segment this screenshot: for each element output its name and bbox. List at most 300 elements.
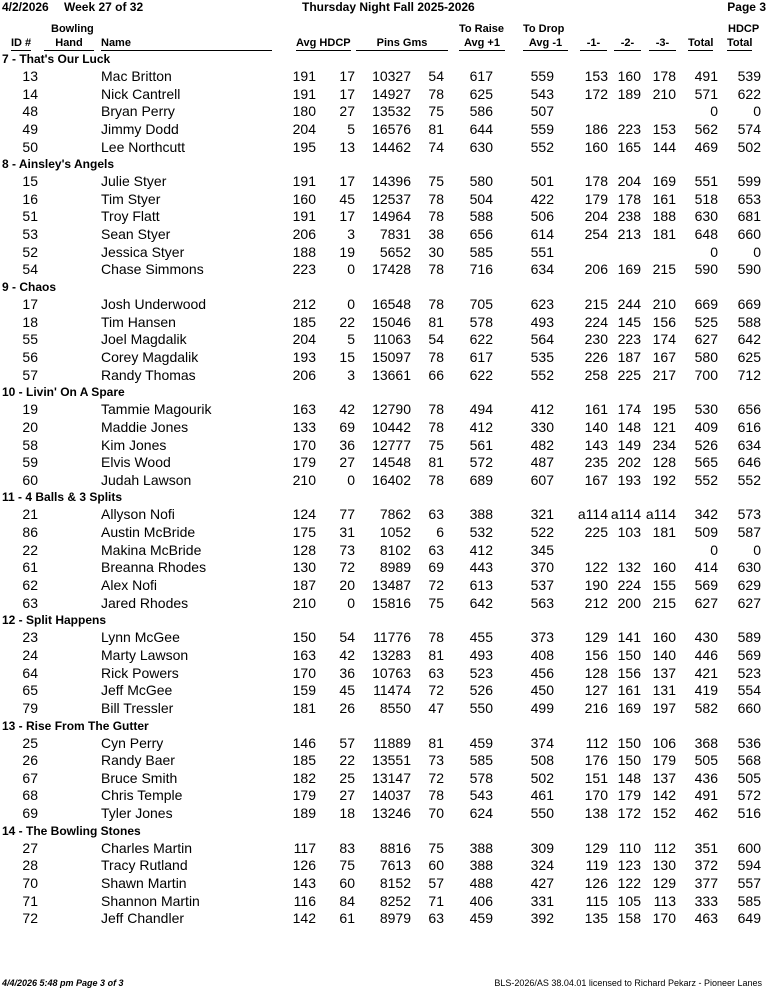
bowler-name: Jeff McGee [101,682,173,699]
bowler-name: Elvis Wood [101,454,171,471]
bowler-pins: 7831 [379,226,411,243]
bowler-games: 78 [428,401,444,418]
bowler-pins: 12777 [372,436,411,453]
game1-score: 167 [584,471,608,488]
bowler-id: 18 [22,313,38,330]
col-game1: -1- [580,37,607,51]
game2-score: 189 [617,85,641,102]
game2-score: 103 [617,524,641,541]
to-drop-value: 563 [530,594,554,611]
handicap-total: 642 [737,331,761,348]
to-raise-value: 585 [469,752,493,769]
bowler-average: 163 [292,401,316,418]
handicap-total: 622 [737,85,761,102]
game2-score: 224 [617,577,641,594]
bowler-handicap: 77 [339,506,355,523]
bowler-handicap: 27 [339,103,355,120]
game3-score: 106 [652,734,676,751]
game3-score: 142 [652,787,676,804]
bowler-games: 57 [428,874,444,891]
bowler-id: 64 [22,664,38,681]
bowler-name: Jessica Styer [101,243,185,260]
game1-score: 186 [584,120,608,137]
handicap-total: 505 [737,769,761,786]
bowler-games: 81 [428,120,444,137]
bowler-pins: 12790 [372,401,411,418]
game1-score: a114 [577,506,608,523]
bowler-average: 117 [293,839,316,856]
bowler-name: Bill Tressler [101,699,174,716]
bowler-id: 60 [22,471,38,488]
series-total: 414 [694,559,718,576]
to-raise-value: 580 [469,173,493,190]
game2-score: 193 [617,471,641,488]
bowler-average: 191 [292,173,316,190]
bowler-pins: 13283 [372,646,411,663]
bowler-name: Joel Magdalik [101,331,187,348]
game3-score: 169 [652,173,676,190]
to-drop-value: 501 [530,173,554,190]
bowler-id: 27 [22,839,38,856]
game3-score: 234 [652,436,676,453]
to-raise-value: 543 [469,787,493,804]
to-raise-value: 412 [469,541,493,558]
game1-score: 216 [584,699,608,716]
bowler-average: 182 [292,769,316,786]
to-drop-value: 506 [530,208,554,225]
handicap-total: 669 [737,296,761,313]
bowler-pins: 10327 [372,68,411,84]
bowler-average: 195 [292,138,316,155]
bowler-name: Kim Jones [101,436,167,453]
bowler-pins: 16548 [372,296,411,313]
game3-score: 112 [653,839,676,856]
bowler-id: 50 [22,138,38,155]
bowler-pins: 8979 [379,910,411,927]
game3-score: 160 [652,559,676,576]
bowler-handicap: 36 [339,664,355,681]
series-total: 0 [710,243,718,260]
handicap-total: 536 [737,734,761,751]
game2-score: 165 [617,138,641,155]
game1-score: 122 [584,559,608,576]
to-drop-value: 551 [530,243,554,260]
game1-score: 190 [584,577,608,594]
series-total: 509 [694,524,718,541]
game3-score: 174 [652,331,676,348]
bowler-pins: 14462 [372,138,411,155]
game3-score: 195 [652,401,676,418]
game1-score: 170 [584,787,608,804]
to-drop-value: 623 [530,296,554,313]
game3-score: 210 [652,296,676,313]
game1-score: 129 [584,629,608,646]
col-to-raise: Avg +1 [459,37,505,51]
to-raise-value: 388 [469,839,493,856]
game2-score: a114 [610,506,641,523]
bowler-id: 26 [22,752,38,769]
to-drop-value: 499 [530,699,554,716]
game1-score: 178 [584,173,608,190]
bowler-name: Randy Thomas [101,366,196,383]
bowler-average: 124 [292,506,316,523]
bowler-id: 65 [22,682,38,699]
bowler-pins: 1052 [379,524,411,541]
col-hdcp-total: Total [727,37,753,49]
bowler-average: 146 [292,734,316,751]
team-header: 9 - Chaos [2,280,57,295]
to-raise-value: 455 [469,629,493,646]
series-total: 377 [694,874,718,891]
series-total: 648 [694,226,718,243]
to-drop-value: 552 [530,138,554,155]
to-drop-value: 493 [530,313,554,330]
bowler-id: 53 [22,226,38,243]
handicap-total: 539 [737,68,761,84]
bowler-id: 57 [22,366,38,383]
bowler-row [0,752,768,770]
to-drop-value: 487 [530,454,554,471]
game3-score: 178 [652,68,676,84]
series-total: 562 [694,120,718,137]
game3-score: 113 [653,892,676,909]
bowler-row [0,419,768,437]
bowler-pins: 14396 [372,173,411,190]
bowler-handicap: 5 [347,331,355,348]
bowler-handicap: 61 [339,910,355,927]
bowler-id: 69 [22,805,38,822]
to-raise-value: 493 [469,646,493,663]
handicap-total: 587 [737,524,761,541]
handicap-total: 660 [737,699,761,716]
bowler-games: 72 [428,682,444,699]
to-drop-value: 422 [530,190,554,207]
game1-score: 176 [584,752,608,769]
bowler-row [0,226,768,244]
game2-score: 187 [617,348,641,365]
to-drop-value: 331 [530,892,554,909]
bowler-average: 223 [292,261,316,278]
bowler-average: 181 [292,699,316,716]
to-drop-value: 559 [530,120,554,137]
bowler-average: 187 [292,577,316,594]
bowler-average: 191 [292,68,316,84]
bowler-name: Julie Styer [101,173,167,190]
bowler-games: 75 [428,594,444,611]
bowler-average: 180 [292,103,316,120]
bowler-row [0,682,768,700]
bowler-handicap: 19 [339,243,355,260]
bowler-id: 14 [22,85,38,102]
to-raise-value: 622 [469,331,493,348]
bowler-games: 74 [428,138,444,155]
handicap-total: 0 [753,103,761,120]
game1-score: 161 [584,401,608,418]
bowler-pins: 10763 [372,664,411,681]
bowler-id: 56 [22,348,38,365]
game3-score: 188 [652,208,676,225]
bowler-games: 63 [428,910,444,927]
to-drop-value: 373 [530,629,554,646]
bowler-row [0,314,768,332]
bowler-row [0,577,768,595]
game2-score: 225 [617,366,641,383]
bowler-average: 206 [292,226,316,243]
bowler-name: Jared Rhodes [101,594,189,611]
handicap-total: 554 [737,682,761,699]
col-avg-hdcp: Avg HDCP [296,37,351,49]
to-raise-value: 532 [469,524,493,541]
bowler-average: 210 [292,594,316,611]
bowler-handicap: 45 [339,682,355,699]
bowler-pins: 8252 [379,892,411,909]
bowler-games: 78 [428,418,444,435]
series-total: 569 [694,577,718,594]
handicap-total: 572 [737,787,761,804]
handicap-total: 502 [737,138,761,155]
bowler-pins: 8550 [379,699,411,716]
bowler-games: 78 [428,261,444,278]
to-drop-value: 482 [530,436,554,453]
bowler-row [0,735,768,753]
series-total: 0 [710,541,718,558]
bowler-games: 69 [428,559,444,576]
game2-score: 169 [617,261,641,278]
game3-score: 121 [652,418,676,435]
game3-score: 170 [652,910,676,927]
bowler-games: 70 [428,805,444,822]
bowler-name: Charles Martin [101,839,193,856]
team-header: 13 - Rise From The Gutter [2,718,149,733]
bowler-handicap: 84 [339,892,355,909]
bowler-name: Josh Underwood [101,296,207,313]
to-raise-value: 644 [469,120,493,137]
to-raise-value: 412 [469,418,493,435]
bowler-handicap: 75 [339,857,355,874]
game2-score: 132 [617,559,641,576]
bowler-average: 170 [292,436,316,453]
bowler-name: Tracy Rutland [101,857,188,874]
bowler-row [0,506,768,524]
bowler-games: 81 [428,454,444,471]
game1-score: 212 [584,594,608,611]
bowler-average: 142 [292,910,316,927]
team-header: 14 - The Bowling Stones [2,823,141,838]
to-drop-value: 607 [530,471,554,488]
bowler-games: 30 [428,243,444,260]
to-drop-value: 345 [530,541,554,558]
bowler-average: 150 [292,629,316,646]
col-id: ID # [11,37,32,49]
game1-score: 230 [584,331,608,348]
series-total: 526 [694,436,718,453]
license-line: BLS-2026/AS 38.04.01 licensed to Richard Pekarz - Pioneer Lanes [494,978,762,988]
bowler-id: 15 [22,173,38,190]
bowler-name: Chris Temple [101,787,183,804]
bowler-name: Tim Hansen [101,313,176,330]
bowler-average: 191 [292,85,316,102]
game3-score: 152 [652,805,676,822]
bowler-row [0,629,768,647]
league-title: Thursday Night Fall 2025-2026 [302,0,475,14]
handicap-total: 569 [737,646,761,663]
bowler-id: 67 [22,769,38,786]
series-total: 627 [694,594,718,611]
to-raise-value: 656 [469,226,493,243]
bowler-pins: 8152 [379,874,411,891]
to-drop-value: 321 [530,506,554,523]
bowler-pins: 11776 [373,629,411,646]
game1-score: 179 [584,190,608,207]
bowler-games: 72 [428,577,444,594]
game3-score: 161 [652,190,676,207]
series-total: 409 [694,418,718,435]
page-label: Page 3 [727,0,766,14]
bowler-handicap: 45 [339,190,355,207]
bowler-id: 20 [22,418,38,435]
bowler-pins: 13532 [372,103,411,120]
to-raise-value: 630 [469,138,493,155]
handicap-total: 629 [737,577,761,594]
bowler-handicap: 42 [339,401,355,418]
game2-score: 178 [617,190,641,207]
bowler-id: 71 [22,892,38,909]
bowler-handicap: 17 [339,208,355,225]
bowler-row [0,401,768,419]
handicap-total: 0 [753,541,761,558]
game1-score: 140 [584,418,608,435]
series-total: 462 [694,805,718,822]
to-drop-value: 507 [530,103,554,120]
bowler-name: Nick Cantrell [101,85,181,102]
bowler-pins: 16402 [372,471,411,488]
game1-score: 126 [584,874,608,891]
to-drop-value: 330 [530,418,554,435]
series-total: 342 [694,506,718,523]
team-roster [0,51,768,928]
game3-score: 137 [652,664,676,681]
series-total: 700 [694,366,718,383]
bowler-name: Allyson Nofi [101,506,175,523]
series-total: 525 [694,313,718,330]
handicap-total: 589 [737,629,761,646]
bowler-row [0,208,768,226]
bowler-pins: 8102 [379,541,411,558]
bowler-handicap: 15 [339,348,355,365]
to-raise-value: 642 [469,594,493,611]
bowler-pins: 8989 [379,559,411,576]
bowler-pins: 11063 [373,331,411,348]
column-headers [0,21,768,51]
game1-score: 226 [584,348,608,365]
bowler-row [0,700,768,718]
game1-score: 258 [584,366,608,383]
bowler-pins: 7613 [379,857,411,874]
bowler-id: 68 [22,787,38,804]
game1-score: 112 [585,734,608,751]
bowler-handicap: 26 [339,699,355,716]
bowler-average: 189 [292,805,316,822]
bowler-games: 73 [428,752,444,769]
game2-score: 149 [617,436,641,453]
handicap-total: 585 [737,892,761,909]
bowler-games: 72 [428,769,444,786]
to-raise-value: 625 [469,85,493,102]
bowler-average: 128 [292,541,316,558]
to-drop-value: 309 [530,839,554,856]
series-total: 630 [694,208,718,225]
bowler-pins: 14927 [372,85,411,102]
bowler-average: 126 [292,857,316,874]
bowler-name: Bruce Smith [101,769,178,786]
bowler-handicap: 17 [339,173,355,190]
game1-score: 143 [584,436,608,453]
game2-score: 122 [617,874,641,891]
col-to-raise-top: To Raise [459,23,505,35]
game3-score: 215 [652,261,676,278]
game2-score: 150 [617,646,641,663]
bowler-handicap: 60 [339,874,355,891]
game2-score: 238 [617,208,641,225]
game2-score: 160 [617,68,641,84]
to-drop-value: 427 [530,874,554,891]
bowler-row [0,857,768,875]
bowler-id: 28 [22,857,38,874]
game1-score: 204 [584,208,608,225]
bowler-id: 21 [22,506,38,523]
bowler-pins: 13551 [372,752,411,769]
to-raise-value: 624 [469,805,493,822]
bowler-row [0,191,768,209]
bowler-id: 13 [22,68,38,84]
game1-score: 128 [584,664,608,681]
to-drop-value: 374 [530,734,554,751]
bowler-average: 210 [292,471,316,488]
bowler-row [0,331,768,349]
bowler-name: Tim Styer [101,190,161,207]
game3-score: 167 [652,348,676,365]
to-raise-value: 689 [469,471,493,488]
game2-score: 223 [617,331,641,348]
bowler-handicap: 0 [347,471,355,488]
bowler-name: Marty Lawson [101,646,189,663]
game2-score: 156 [617,664,641,681]
bowler-id: 63 [22,594,38,611]
bowler-games: 78 [428,190,444,207]
handicap-total: 627 [737,594,761,611]
bowler-handicap: 13 [339,138,355,155]
series-total: 419 [694,682,718,699]
bowler-handicap: 83 [339,839,355,856]
bowler-pins: 13661 [372,366,411,383]
to-raise-value: 459 [469,734,493,751]
col-game3: -3- [649,37,676,51]
game1-score: 135 [584,910,608,927]
bowler-name: Mac Britton [101,68,172,84]
col-pins-gms: Pins Gms [356,37,448,51]
game3-score: 140 [652,646,676,663]
bowler-name: Jimmy Dodd [101,120,179,137]
bowler-row [0,349,768,367]
game3-score: 215 [652,594,676,611]
game3-score: 192 [652,471,676,488]
bowler-games: 60 [428,857,444,874]
bowler-games: 75 [428,839,444,856]
week-label: Week 27 of 32 [64,0,144,14]
to-drop-value: 408 [530,646,554,663]
bowler-name: Sean Styer [101,226,171,243]
bowler-id: 16 [22,190,38,207]
